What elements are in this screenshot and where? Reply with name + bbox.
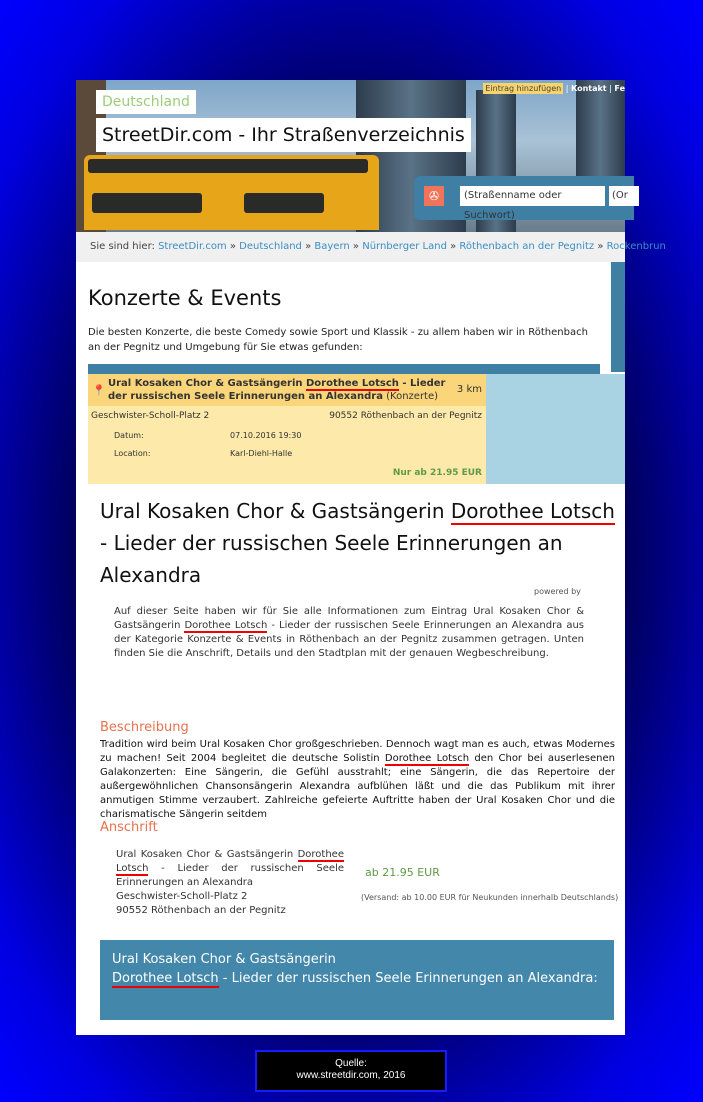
header-banner bbox=[76, 80, 628, 232]
page-intro: Die besten Konzerte, die beste Comedy sowie Sport und Klassik - zu allem haben wir in Röthenbach an der Pegnitz und Umgebung für Sie etwas gefunden: bbox=[88, 327, 588, 353]
street-search-input[interactable]: (Straßenname oder Suchwort) bbox=[460, 186, 605, 206]
contact-link[interactable]: Kontakt bbox=[571, 84, 607, 93]
bus-image bbox=[84, 155, 379, 230]
page-title: Konzerte & Events bbox=[88, 286, 282, 310]
breadcrumb-link[interactable]: StreetDir.com bbox=[158, 241, 227, 252]
screenshot-page bbox=[76, 80, 666, 1035]
card-city: 90552 Röthenbach an der Pegnitz bbox=[329, 411, 482, 421]
beschreibung-heading: Beschreibung bbox=[100, 720, 189, 735]
card-street: Geschwister-Scholl-Platz 2 bbox=[91, 411, 210, 421]
side-band bbox=[611, 262, 625, 372]
anschrift-heading: Anschrift bbox=[100, 820, 158, 835]
breadcrumb-link[interactable]: Nürnberger Land bbox=[362, 241, 447, 252]
detail-title: Ural Kosaken Chor & Gastsängerin Dorothee Lotsch - Lieder der russischen Seele Erinnerungen an Alexandra bbox=[100, 499, 615, 587]
event-box: Ural Kosaken Chor & Gastsängerin Dorothee Lotsch - Lieder der russischen Seele Erinnerungen an Alexandra: bbox=[100, 940, 614, 1020]
event-card-header[interactable]: 📍 Ural Kosaken Chor & Gastsängerin Dorothee Lotsch - Lieder der russischen Seele Erinnerungen an Alexandra (Konzerte) 3 km bbox=[88, 374, 486, 406]
list-header-bar bbox=[88, 364, 600, 374]
more-link[interactable]: Fe bbox=[614, 84, 625, 93]
breadcrumb-link[interactable]: Rockenbrun bbox=[606, 241, 666, 252]
distance: 3 km bbox=[456, 384, 482, 395]
source-caption: Quelle: www.streetdir.com, 2016 bbox=[255, 1050, 447, 1092]
event-card[interactable]: 📍 Ural Kosaken Chor & Gastsängerin Dorothee Lotsch - Lieder der russischen Seele Erinnerungen an Alexandra (Konzerte) 3 km Geschwister-Scholl-Platz 2 90552 Röthenbach an der Pegnitz Datum: 07.10.2016 19:30 Location: Karl-Diehl-Halle Nur ab 21.95 EUR bbox=[88, 374, 486, 484]
shipping-note: (Versand: ab 10.00 EUR für Neukunden innerhalb Deutschlands) bbox=[361, 893, 619, 902]
breadcrumb-link[interactable]: Deutschland bbox=[239, 241, 302, 252]
card-price: Nur ab 21.95 EUR bbox=[392, 468, 482, 478]
detail-description: Auf dieser Seite haben wir für Sie alle Informationen zum Eintrag Ural Kosaken Chor & Gastsängerin Dorothee Lotsch - Lieder der russischen Seele Erinnerungen an Alexandra aus der Kategorie Konzerte & Events in Röthenbach an der Pegnitz zusammen getragen. Unten finden Sie die Anschrift, Details und den Stadtplan mit der genauen Wegbeschreibung. bbox=[114, 606, 585, 659]
breadcrumb-link[interactable]: Bayern bbox=[314, 241, 350, 252]
search-bar bbox=[414, 176, 634, 220]
price: ab 21.95 EUR bbox=[365, 866, 440, 879]
locate-icon[interactable]: ✇ bbox=[424, 186, 444, 206]
address-block: Ural Kosaken Chor & Gastsängerin Dorothee Lotsch - Lieder der russischen Seele Erinnerungen an Alexandra Geschwister-Scholl-Platz 2 90552 Röthenbach an der Pegnitz bbox=[116, 849, 344, 916]
site-title[interactable]: StreetDir.com - Ihr Straßenverzeichnis bbox=[96, 118, 471, 152]
country-label[interactable]: Deutschland bbox=[96, 90, 196, 114]
card-date: 07.10.2016 19:30 bbox=[230, 431, 302, 440]
map-pin-icon: 📍 bbox=[92, 384, 106, 397]
add-entry-link[interactable]: Eintrag hinzufügen bbox=[485, 84, 562, 93]
place-search-input[interactable]: (Or bbox=[609, 186, 639, 206]
side-box bbox=[486, 374, 625, 484]
top-links: Eintrag hinzufügen | Kontakt | Fe bbox=[485, 84, 625, 93]
breadcrumb-link[interactable]: Röthenbach an der Pegnitz bbox=[459, 241, 595, 252]
powered-by: powered by bbox=[534, 587, 581, 596]
breadcrumb: Sie sind hier: StreetDir.com » Deutschland » Bayern » Nürnberger Land » Röthenbach an der Pegnitz » Rockenbrun bbox=[76, 232, 625, 262]
beschreibung-text: Tradition wird beim Ural Kosaken Chor großgeschrieben. Dennoch wagt man es auch, etwas Modernes zu machen! Seit 2004 begleitet die deutsche Solistin Dorothee Lotsch den Chor bei auserlesenen Galakonzerten: Eine Sängerin, die Gefühl ausstrahlt; eine Sängerin, die das Repertoire der außergewöhnlichen Chansonsängerin Alexandra aufblühen läßt und die das Publikum mit ihrer anmutigen Stimme verzaubert. Zahlreiche gefeierte Auftritte haben der Ural Kosaken Chor und die charismatische Sängerin seitdem bbox=[100, 739, 615, 820]
card-location: Karl-Diehl-Halle bbox=[230, 449, 293, 458]
